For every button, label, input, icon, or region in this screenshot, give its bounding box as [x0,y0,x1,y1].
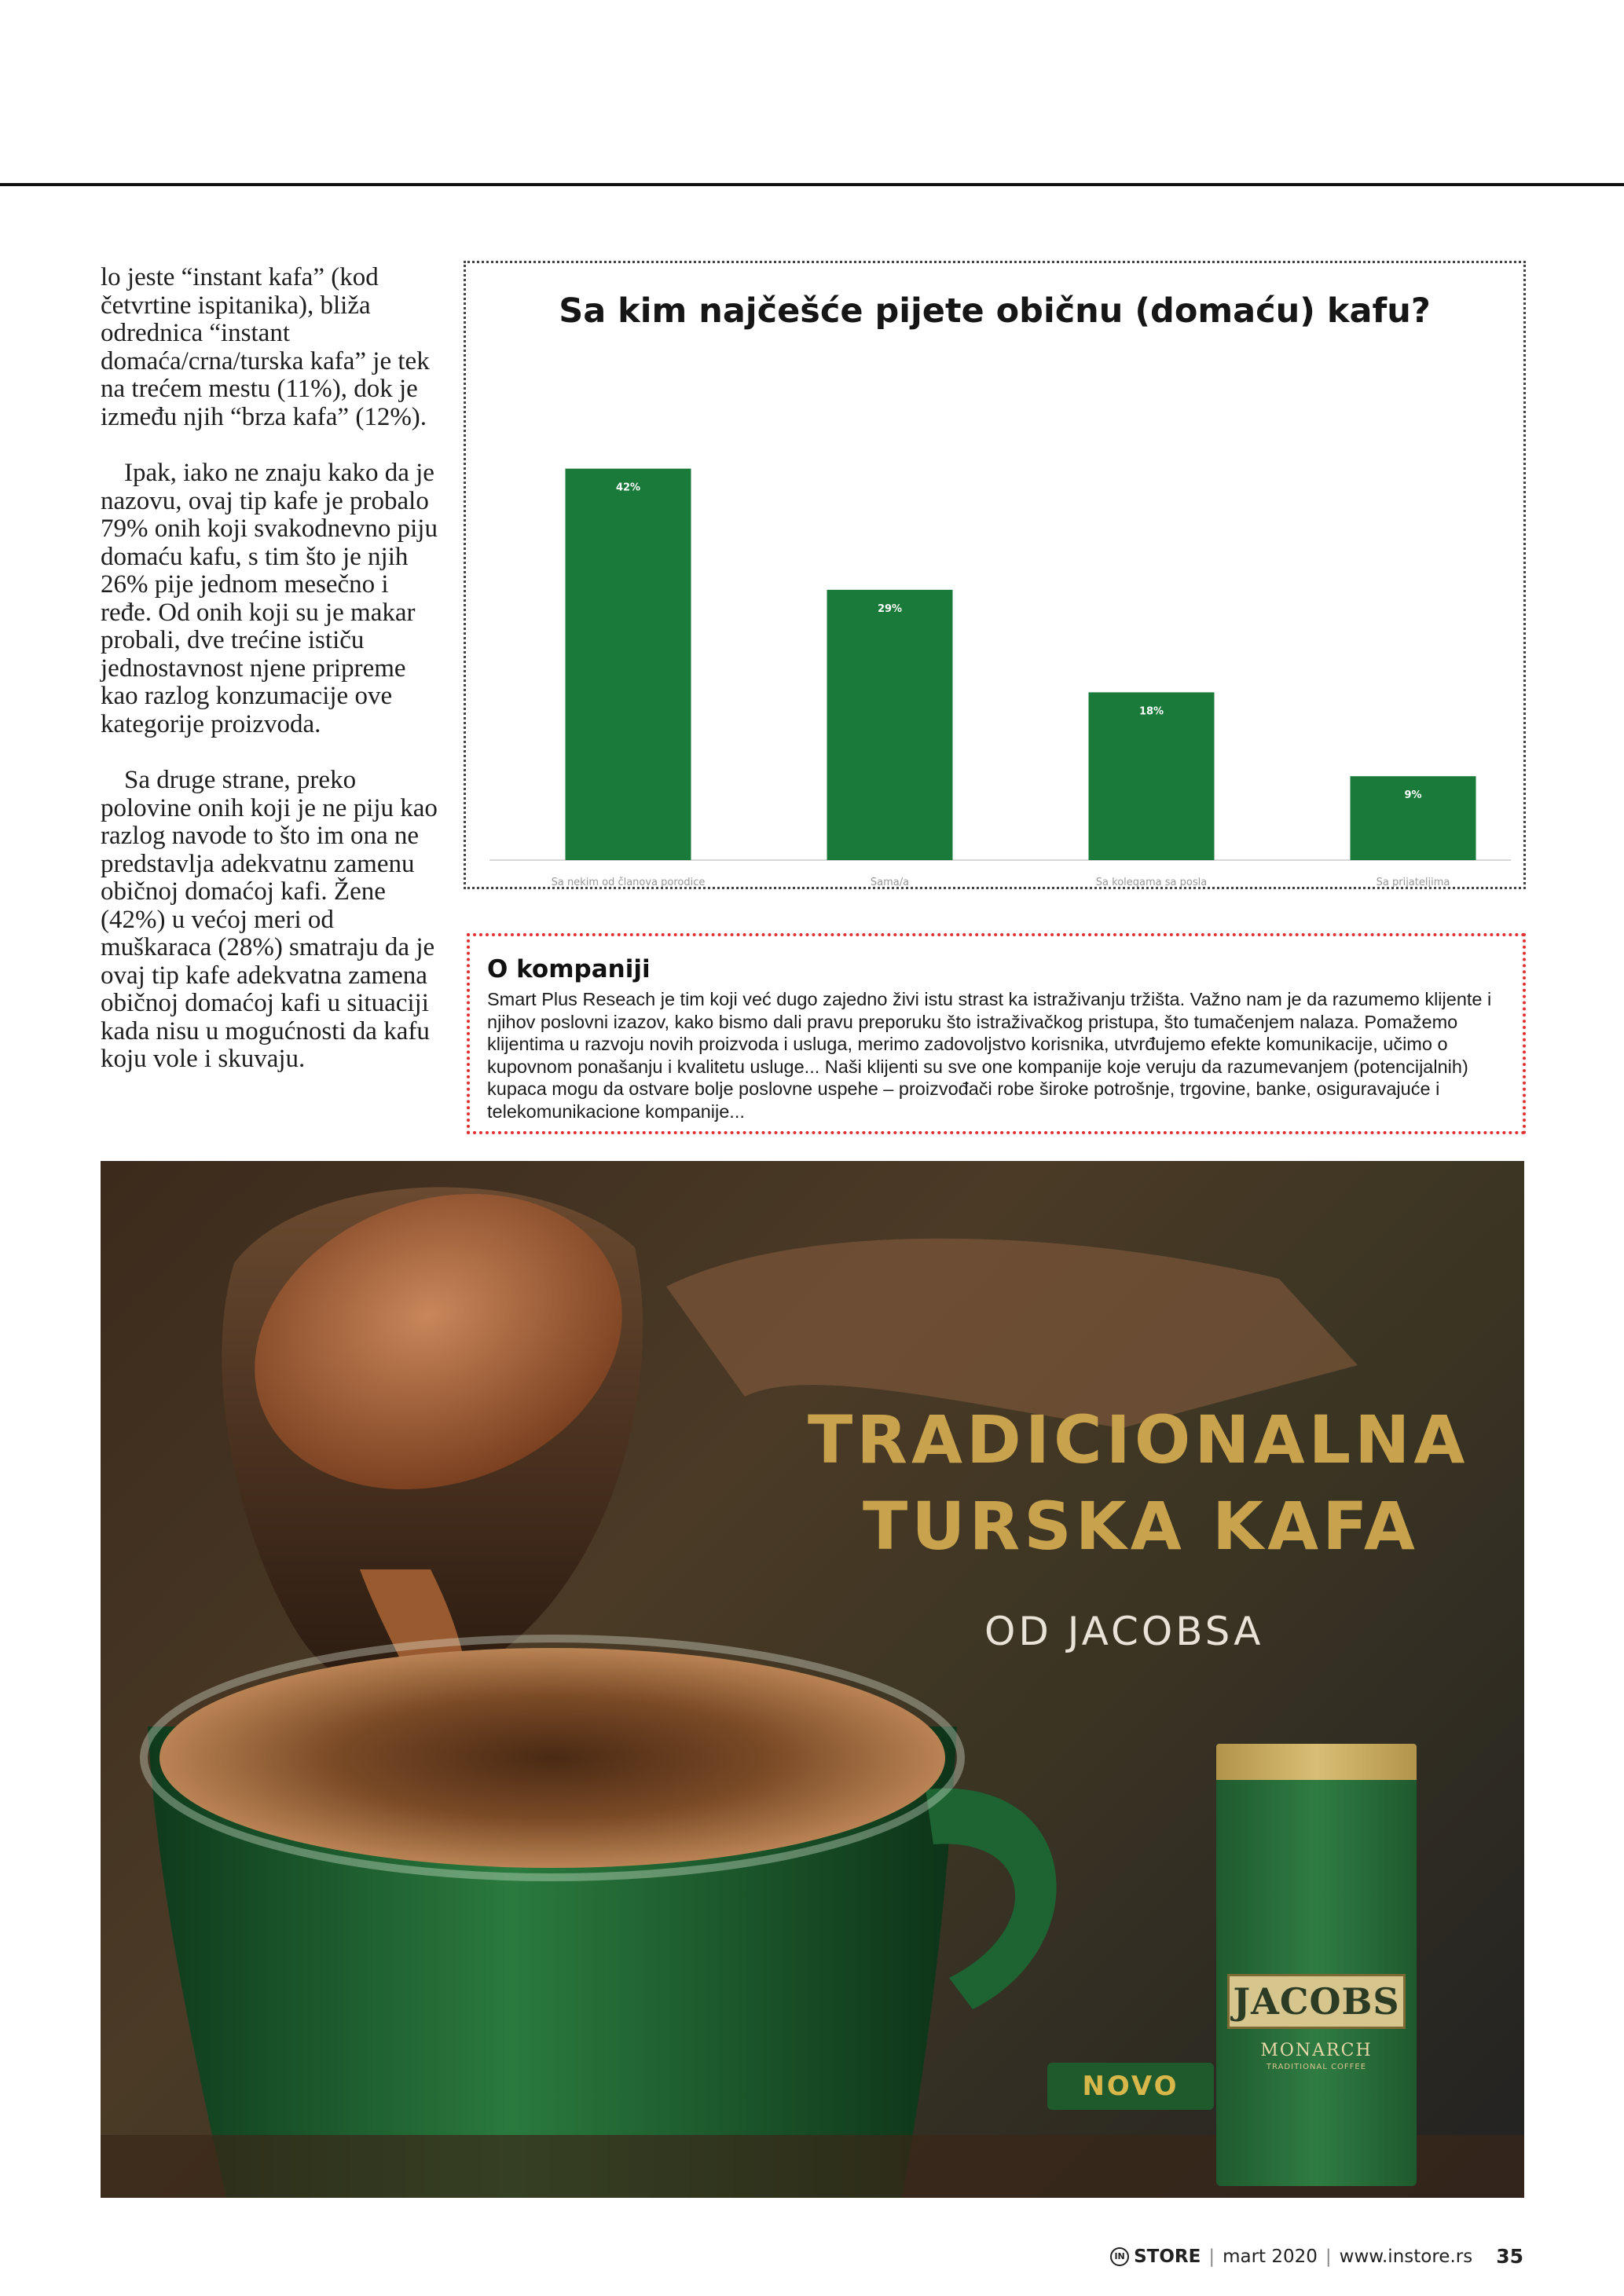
category-label-2: Sa kolegama sa posla [1095,877,1208,887]
article-paragraph-3: Sa druge strane, preko polovine onih koji je ne piju kao razlog navode to što im ona ne predstavlja adekvatnu zamenu običnoj domaćoj kafi. Žene (42%) u većoj meri od muškaraca (28%) smatraju da je ovaj tip kafe adekvatna zamena običnoj domaćoj kafi u situaciji kada nisu u mogućnosti da kafu koju vole i skuvaju. [101,766,438,1073]
article-paragraph-1: lo jeste “instant kafa” (kod četvrtine ispitanika), bliža odrednica “instant domaća/crna/turska kafa” je tek na trećem mestu (11%), dok je između njih “brza kafa” (12%). [101,263,430,431]
bar-value-label-0: 42% [615,482,641,494]
chart-title: Sa kim najčešće pijete običnu (domaću) kafu? [559,291,1431,331]
footer-url[interactable]: www.instore.rs [1339,2246,1473,2267]
page-footer [1110,2245,1523,2268]
footer-brand: STORE [1134,2246,1201,2267]
ad-headline-line-2: TURSKA KAFA [863,1488,1419,1565]
new-badge: NOVO [1047,2063,1214,2110]
footer-separator: | [1325,2246,1332,2267]
bar-value-label-2: 18% [1138,705,1164,718]
bar-value-label-3: 9% [1404,789,1422,802]
instore-logo-icon: IN [1110,2247,1129,2266]
footer-issue: mart 2020 [1223,2246,1318,2267]
chart-box [464,261,1526,889]
ad-headline-line-1: TRADICIONALNA [808,1401,1469,1478]
footer-separator: | [1208,2246,1215,2267]
ad-headline [808,1397,1524,1569]
company-title: O kompaniji [487,955,651,983]
company-description: Smart Plus Reseach je tim koji već dugo zajedno živi istu strast ka istraživanju tržišta. Važno nam je da razumemo klijente i njihov poslovni izazov, kako bismo dali pravu preporuku što istraživačkog pristupa, što tumačenjem nalaza. Pomažemo klijentima u razvoju novih proizvoda i usluga, merimo zadovoljstvo korisnika, utvrđujemo efekte komunikacije, učimo o kupovnom ponašanju i kvalitetu usluge... Naši klijenti su sve one kompanije koje veruju da razumevanjem (potencijalnih) kupaca mogu da ostvare bolje poslovne uspehe – proizvođači robe široke potrošnje, trgovine, banke, osiguravajuće i telekomunikacione kompanije... [487,989,1492,1122]
bar-2 [1089,692,1215,860]
page-number: 35 [1496,2245,1523,2268]
bar-value-label-1: 29% [877,602,903,615]
package-product-sub: TRADITIONAL COFFEE [1266,2063,1367,2071]
category-label-3: Sa prijateljima [1376,877,1450,887]
company-info-box [467,933,1526,1134]
package-brand: JACOBS [1227,1974,1406,2029]
product-package [1216,1774,1417,2186]
package-top-seal [1216,1744,1417,1780]
category-label-1: Sama/a [870,877,910,887]
category-label-0: Sa nekim od članova porodice [551,877,706,887]
ad-subline: OD JACOBSA [984,1609,1264,1654]
article-body [101,264,438,1102]
jacobs-advertisement [101,1161,1524,2198]
top-rule [0,183,1624,186]
bar-chart [466,263,1523,887]
bar-0 [566,469,691,860]
article-paragraph-2: Ipak, iako ne znaju kako da je nazovu, ovaj tip kafe je probalo 79% onih koji svakodnevno piju domaću kafu, s tim što je njih 26% pije jednom mesečno i ređe. Od onih koji su je makar probali, dve trećine ističu jednostavnost njene pripreme kao razlog konzumacije ove kategorije proizvoda. [101,459,438,738]
package-product-name: MONARCH [1260,2041,1373,2060]
bar-1 [827,590,953,860]
